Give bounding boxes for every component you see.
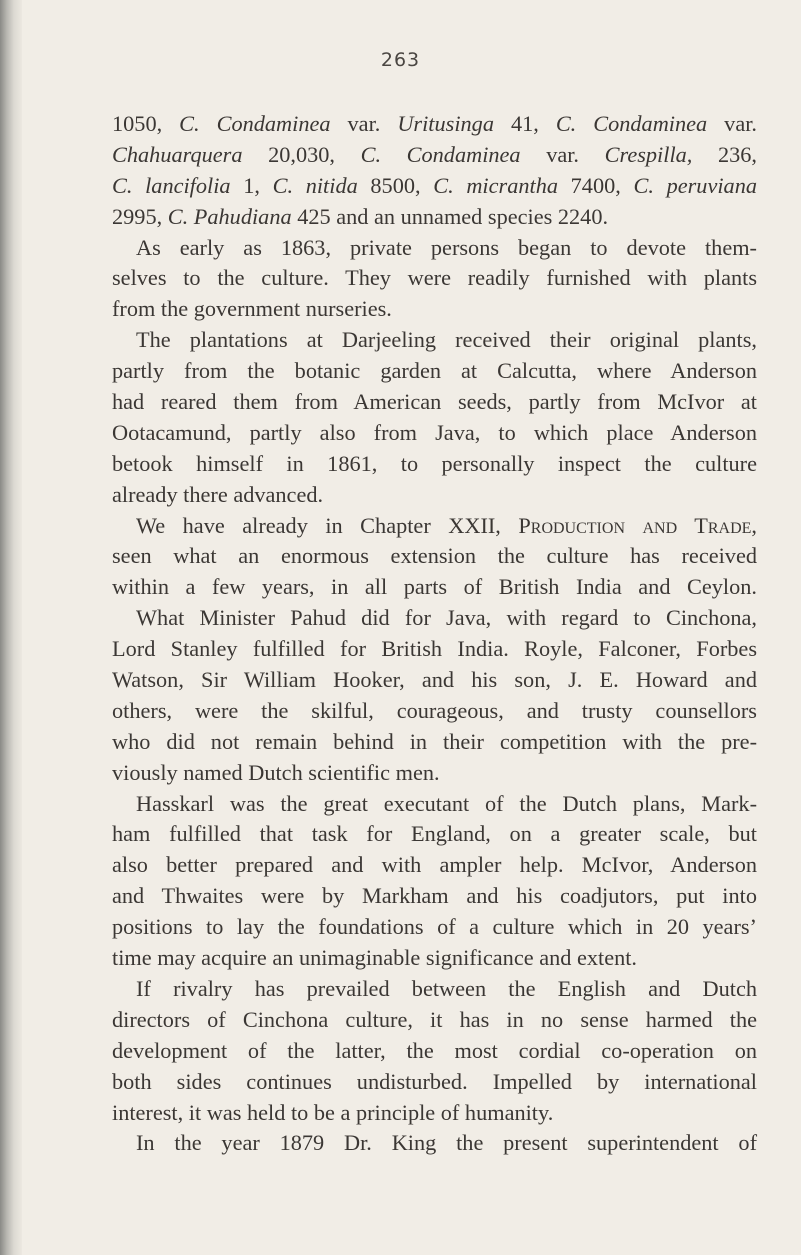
italic-text: C. Condaminea [179,111,331,136]
text-span: 2995, [112,203,168,229]
italic-text: Crespilla, [604,141,693,167]
text-line [112,294,757,325]
text-span: 8500, [357,172,434,198]
text-line [112,850,757,881]
italic-text: C. micrantha [433,172,558,198]
text-span: had reared them from American seeds, partly from McIvor at [112,389,757,415]
text-line [112,109,757,140]
text-line [112,572,757,603]
italic-text: C. lancifolia [112,172,231,198]
text-span: 236, [692,141,757,167]
text-line [112,727,757,758]
text-line [112,1128,757,1159]
text-span: If rivalry has prevailed between the English and Dutch [136,975,757,1001]
text-line [112,511,757,542]
text-span: Ootacamund, partly also from Java, to which place Anderson [112,419,757,445]
text-span: interest, it was held to be a principle of humanity. [112,1099,554,1125]
text-span: who did not remain behind in their competition with the pre- [112,728,757,754]
text-line [112,665,757,696]
text-line [112,233,757,264]
text-line [112,881,757,912]
italic-text: Chahuarquera [112,141,243,167]
text-line [112,263,757,294]
text-span: positions to lay the foundations of a culture which in 20 years’ [112,914,757,940]
italic-text: C. Condaminea [555,111,708,136]
text-line [112,387,757,418]
text-span: ham fulfilled that task for England, on a greater scale, but [112,821,757,847]
text-span: others, were the skilful, courageous, and trusty counsellors [112,697,757,723]
italic-text: C. Condaminea [360,141,521,167]
text-span: Lord Stanley fulfilled for British India. Royle, Falconer, Forbes [112,636,757,662]
italic-text: C. Pahudiana [167,203,292,229]
text-line [112,480,757,511]
text-span: Hasskarl was the great executant of the Dutch plans, Mark- [136,790,757,816]
text-span: var. [330,111,398,136]
text-line [112,603,757,634]
page-number: 263 [380,49,421,71]
text-span: development of the latter, the most cordial co-operation on [112,1037,757,1063]
text-line [112,696,757,727]
text-span: selves to the culture. They were readily furnished with plants [112,265,757,291]
text-span: already there advanced. [112,481,324,507]
text-span: What Minister Pahud did for Java, with regard to Cinchona, [136,605,757,631]
text-line [112,171,757,202]
text-span: The plantations at Darjeeling received their original plants, [136,327,757,353]
text-span: We have already in Chapter XXII, [136,512,519,538]
text-span: 41, [493,111,556,136]
text-span: 1050, [112,111,180,136]
text-line [112,634,757,665]
text-span: from the government nurseries. [112,296,392,322]
text-line [112,1067,757,1098]
text-line [112,912,757,943]
text-span: As early as 1863, private persons began to devote them- [136,234,757,260]
text-span: Watson, Sir William Hooker, and his son, J. E. Howard and [112,667,757,693]
text-line [112,758,757,789]
text-span: time may acquire an unimaginable significance and extent. [112,945,638,971]
small-caps-text: Production and Trade, [518,512,757,538]
text-line [112,1005,757,1036]
text-span: seen what an enormous extension the culture has received [112,543,757,569]
text-span: directors of Cinchona culture, it has in no sense harmed the [112,1006,757,1032]
text-line [112,356,757,387]
text-line [112,202,757,233]
text-line [112,1098,757,1129]
text-line [112,943,757,974]
italic-text: C. nitida [272,172,358,198]
text-span: and Thwaites were by Markham and his coadjutors, put into [112,883,757,909]
text-line [112,418,757,449]
italic-text: Uritusinga [397,111,494,136]
text-line [112,974,757,1005]
text-line [112,789,757,820]
body-text [112,109,757,1159]
text-span: var. [707,111,757,136]
text-span: 7400, [558,172,634,198]
text-line [112,1036,757,1067]
text-span: partly from the botanic garden at Calcutta, where Anderson [112,358,757,384]
text-span: viously named Dutch scientific men. [112,759,440,785]
text-span: 1, [230,172,273,198]
text-line [112,449,757,480]
text-line [112,325,757,356]
text-line [112,140,757,171]
text-span: var. [520,141,605,167]
italic-text: C. peruviana [633,172,757,198]
text-span: also better prepared and with ampler help. McIvor, Anderson [112,852,757,878]
text-span: both sides continues undisturbed. Impelled by international [112,1068,757,1094]
text-span: within a few years, in all parts of British India and Ceylon. [112,574,757,600]
text-span: betook himself in 1861, to personally inspect the culture [112,450,757,476]
text-span: 425 and an unnamed species 2240. [291,203,609,229]
text-line [112,541,757,572]
text-span: 20,030, [242,141,361,167]
book-binding-shadow [0,0,22,1255]
text-span: In the year 1879 Dr. King the present superintendent of [136,1130,757,1156]
text-line [112,819,757,850]
